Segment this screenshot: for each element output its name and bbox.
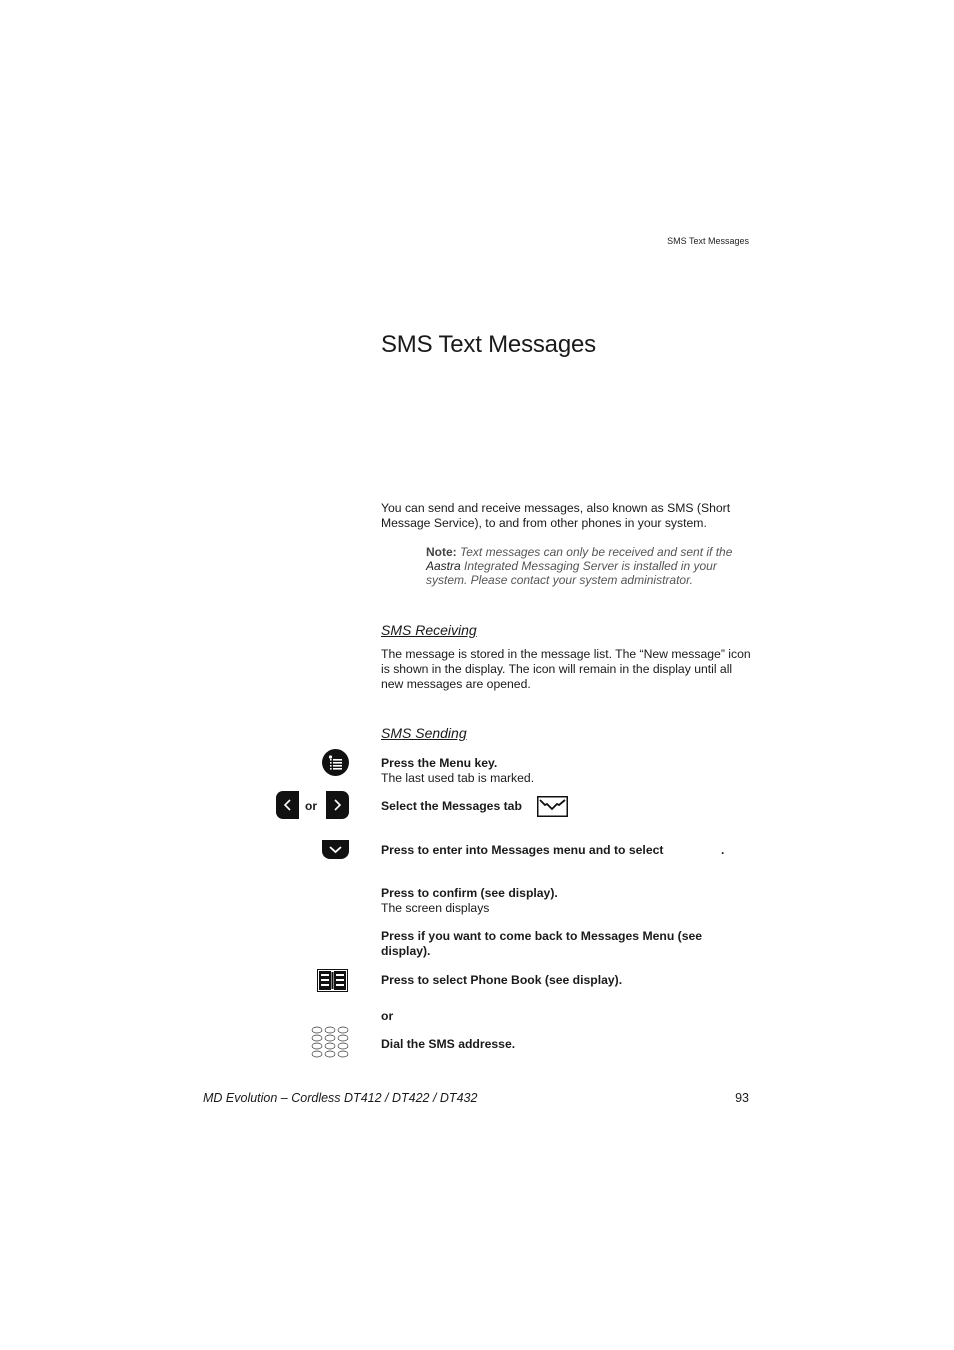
step-2-text: Select the Messages tab — [381, 799, 522, 813]
step-5 — [381, 929, 741, 959]
or-label: or — [305, 799, 317, 813]
step-1-text: Press the Menu key. — [381, 756, 498, 770]
keypad-icon — [310, 1026, 351, 1060]
running-header: SMS Text Messages — [667, 236, 749, 246]
receiving-text: The message is stored in the message list. The “New message” icon is shown in the display. The icon will remain in the display until all new messages are opened. — [381, 647, 751, 691]
step-1 — [381, 756, 751, 786]
right-arrow-icon — [326, 791, 349, 819]
step-1-sub: The last used tab is marked. — [381, 771, 535, 785]
menu-icon — [322, 749, 349, 776]
section-heading-sending: SMS Sending — [381, 725, 467, 741]
page-title: SMS Text Messages — [381, 331, 596, 358]
step-3-end: . — [721, 843, 725, 857]
left-arrow-icon — [276, 791, 299, 819]
intro-text: You can send and receive messages, also known as SMS (Short Message Service), to and from other phones in your system. — [381, 501, 731, 530]
step-4-text: Press to confirm (see display). — [381, 886, 558, 900]
note-label: Note: — [426, 545, 457, 559]
step-4-sub: The screen displays — [381, 901, 490, 915]
note-text-1: Text messages can only be received and sent if the — [460, 545, 733, 559]
step-3-text: Press to enter into Messages menu and to select — [381, 843, 664, 857]
step-6 — [381, 973, 751, 988]
note-brand: Aastra — [426, 559, 461, 573]
step-6-text: Press to select Phone Book (see display). — [381, 973, 623, 987]
step-8 — [381, 1037, 751, 1052]
step-7-text: or — [381, 1009, 394, 1023]
phone-book-icon — [317, 969, 348, 992]
step-5-text: Press if you want to come back to Messages Menu (see display). — [381, 929, 703, 958]
step-7 — [381, 1009, 751, 1024]
footer-title: MD Evolution – Cordless DT412 / DT422 / DT432 — [203, 1091, 478, 1105]
note-box — [426, 545, 751, 587]
step-8-text: Dial the SMS addresse. — [381, 1037, 516, 1051]
note-text-2: Integrated Messaging Server is installed in your system. Please contact your system administrator. — [426, 559, 717, 587]
down-arrow-icon — [322, 840, 349, 859]
messages-envelope-icon — [537, 796, 568, 817]
step-4 — [381, 886, 751, 916]
step-3 — [381, 843, 751, 858]
section-heading-receiving: SMS Receiving — [381, 622, 477, 638]
page-number: 93 — [735, 1091, 749, 1105]
